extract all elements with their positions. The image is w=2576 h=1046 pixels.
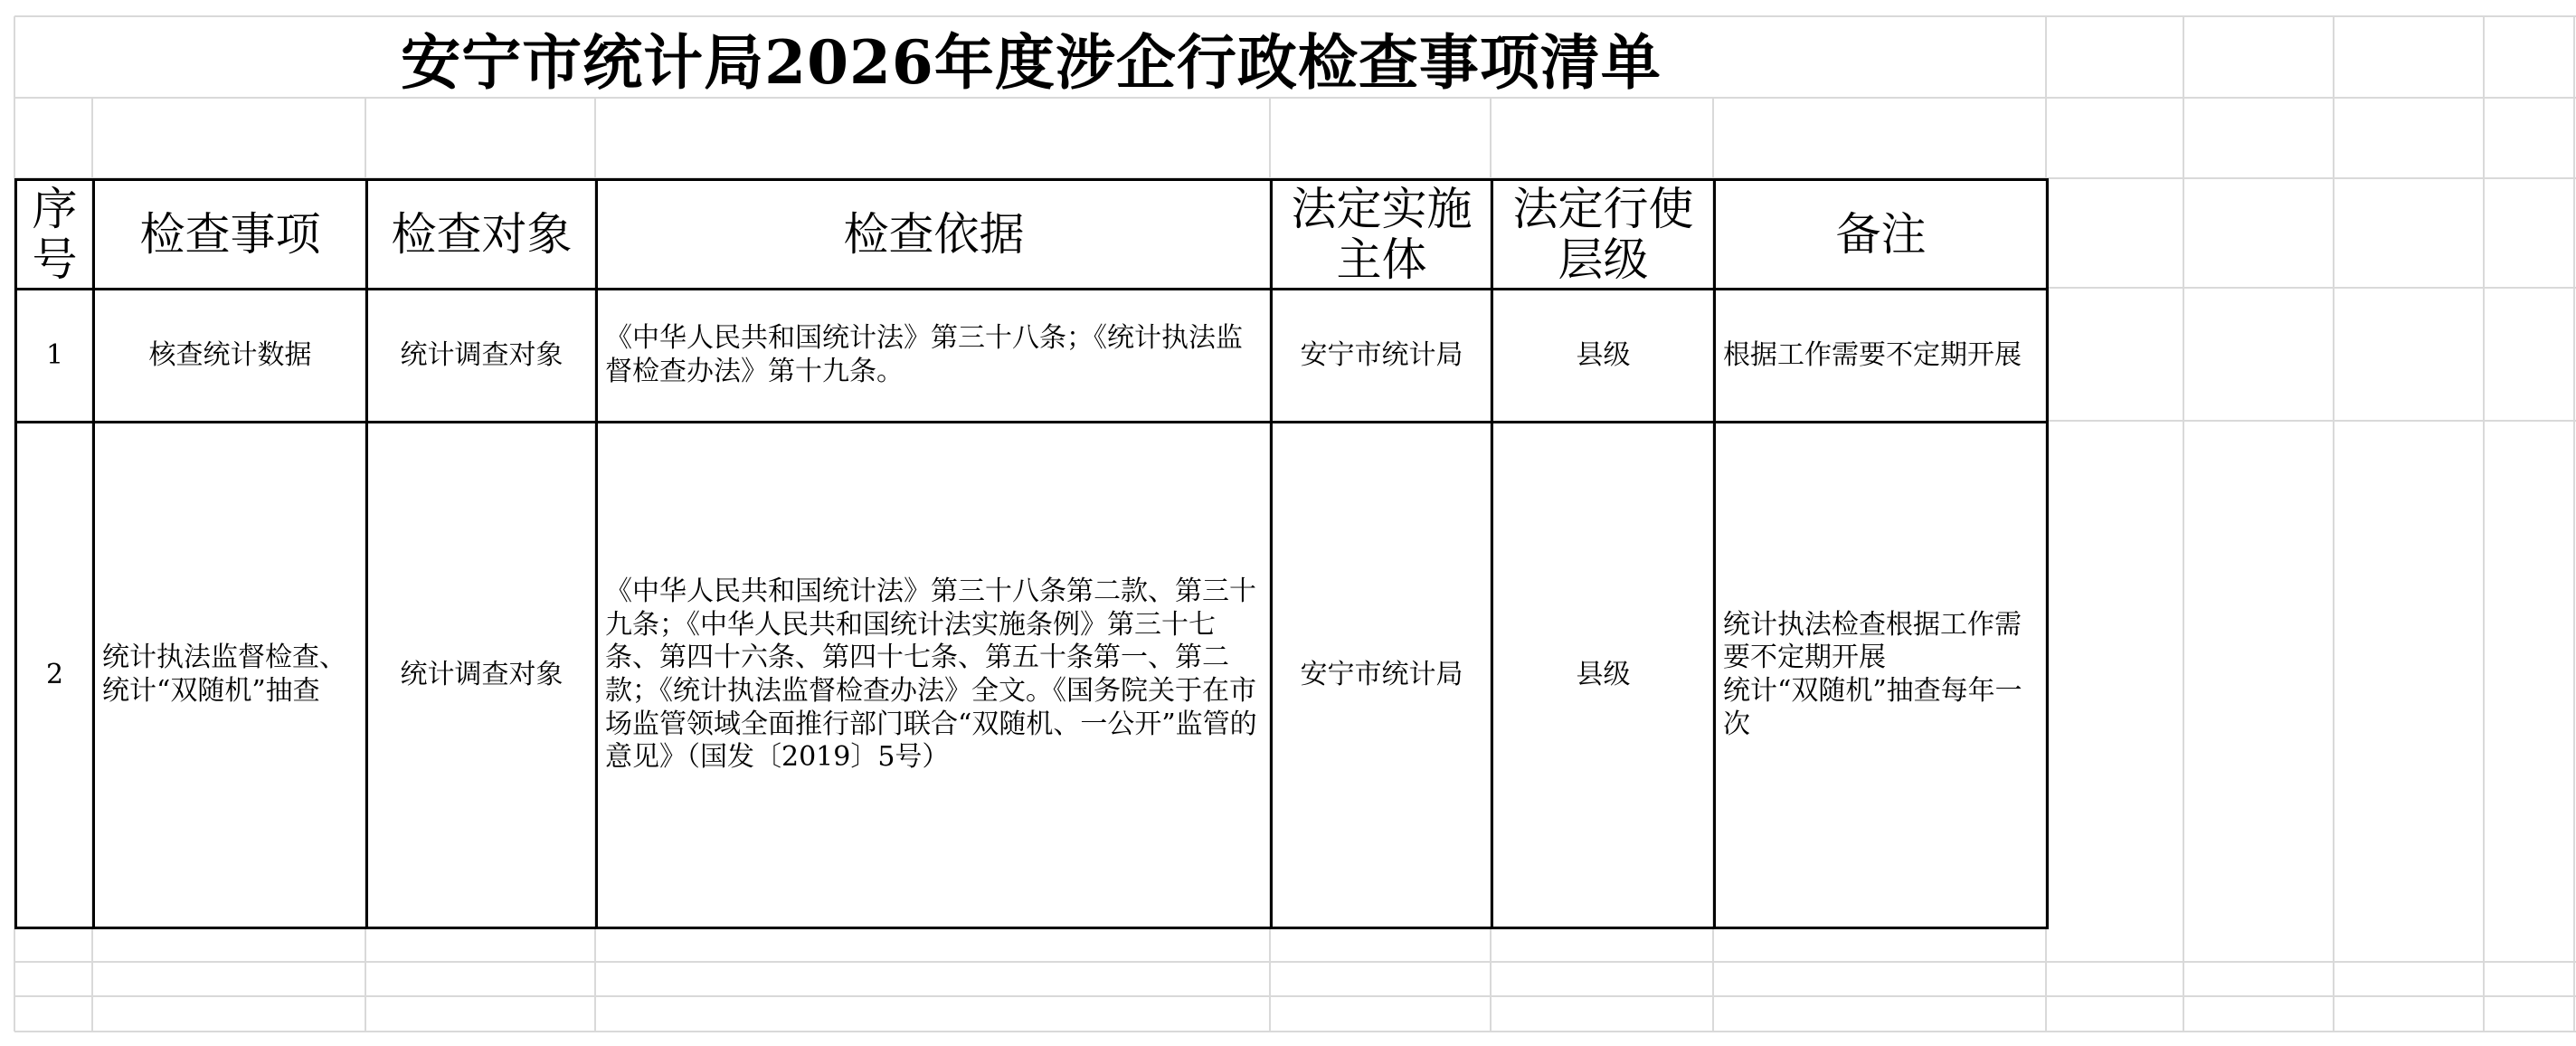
row-2-subject: 安宁市统计局 (1272, 423, 1492, 928)
header-level-line-1: 法定行使 (1512, 183, 1694, 235)
row-1-remark-line: 根据工作需要不定期开展 (1723, 338, 2022, 371)
header-subject (1272, 180, 1492, 290)
row-1-remark (1715, 290, 2048, 423)
row-1-seq: 1 (16, 290, 94, 423)
header-subject-line-2: 主体 (1336, 233, 1427, 286)
row-1-basis: 《中华人民共和国统计法》第三十八条；《统计执法监督检查办法》第十九条。 (597, 290, 1272, 423)
row-1-subject: 安宁市统计局 (1272, 290, 1492, 423)
header-remark: 备注 (1715, 180, 2048, 290)
table-row (16, 423, 2048, 928)
table-row (16, 290, 2048, 423)
row-2-target: 统计调查对象 (367, 423, 597, 928)
row-2-seq: 2 (16, 423, 94, 928)
header-seq-line-2: 号 (32, 233, 78, 286)
row-2-remark (1715, 423, 2048, 928)
header-basis: 检查依据 (597, 180, 1272, 290)
row-2-level: 县级 (1492, 423, 1715, 928)
table-header-row (16, 180, 2048, 290)
row-2-remark-line-2: 统计“双随机”抽查每年一次 (1723, 675, 2022, 740)
page-title: 安宁市统计局2026年度涉企行政检查事项清单 (401, 26, 1662, 98)
header-seq (16, 180, 94, 290)
header-level (1492, 180, 1715, 290)
row-1-item: 核查统计数据 (94, 290, 367, 423)
inspection-table (14, 178, 2049, 929)
header-subject-line-1: 法定实施 (1291, 183, 1473, 235)
header-seq-line-1: 序 (32, 183, 78, 235)
row-2-basis: 《中华人民共和国统计法》第三十八条第二款、第三十九条；《中华人民共和国统计法实施条例》第三十七条、第四十六条、第四十七条、第五十条第一、第二款；《统计执法监督检查办法》全文。《国务院关于在市场监管领域全面推行部门联合“双随机、一公开”监管的意见》（国发〔2019〕5号） (597, 423, 1272, 928)
row-1-target: 统计调查对象 (367, 290, 597, 423)
row-2-remark-line-1: 统计执法检查根据工作需要不定期开展 (1723, 608, 2022, 674)
row-1-level: 县级 (1492, 290, 1715, 423)
header-target: 检查对象 (367, 180, 597, 290)
row-2-item: 统计执法监督检查、统计“双随机”抽查 (94, 423, 367, 928)
header-level-line-2: 层级 (1558, 233, 1649, 286)
header-item: 检查事项 (94, 180, 367, 290)
